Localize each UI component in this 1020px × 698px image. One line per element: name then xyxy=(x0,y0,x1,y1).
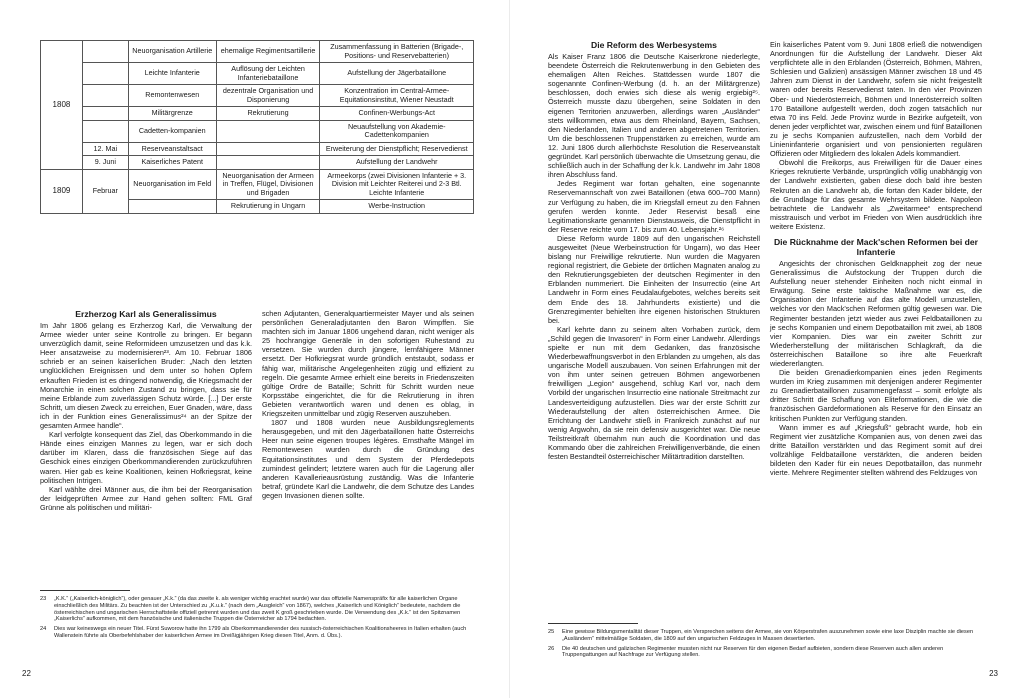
section-heading: Die Reform des Werbesystems xyxy=(591,40,717,50)
footnote-rule xyxy=(548,623,638,624)
table-cell-measure: Cadetten-kompanien xyxy=(128,120,216,142)
table-cell-date: 9. Juni xyxy=(82,156,128,170)
table-row xyxy=(41,107,474,121)
paragraph: Jedes Regiment war fortan gehalten, eine sogenannte Reservemannschaft von zwei Bataillonen (etwa 600–700 Mann) zur Verfügung zu haben, die im Kriegsfall erneut zu den Fahnen gerufen werden konnte. Jeder Reservist besaß eine Legitimationskarte genannten Dienstausweis, die Dienstpflicht in der Reserve reichte vom 17. bis zum 40. Lebensjahr.²⁶ xyxy=(548,179,760,234)
table-row xyxy=(41,63,474,85)
table-row xyxy=(41,85,474,107)
left-text-column-1 xyxy=(40,309,252,512)
table-row xyxy=(41,142,474,156)
paragraph: Karl wählte drei Männer aus, die ihm bei der Reorganisation der leidgeprüften Armee zur Hand gehen sollten: FML Graf Grünne als politischen und militäri- xyxy=(40,484,252,512)
table-cell-year: 1809 xyxy=(41,169,83,213)
footnote xyxy=(548,629,982,643)
table-cell-before: Rekrutierung in Ungarn xyxy=(216,200,320,214)
table-cell-before: dezentrale Organisation und Disponierung xyxy=(216,85,320,107)
left-footnotes xyxy=(40,590,474,643)
reform-chronology-table xyxy=(40,40,474,214)
right-text-column-2 xyxy=(770,40,982,477)
table-row xyxy=(41,156,474,170)
table-cell-after: Aufstellung der Landwehr xyxy=(320,156,474,170)
footnote xyxy=(40,596,474,623)
footnote xyxy=(40,626,474,640)
table-cell-date: Februar xyxy=(82,169,128,213)
section-heading: Die Rücknahme der Mack'schen Reformen bei der Infanterie xyxy=(773,236,979,257)
footnote xyxy=(548,646,982,660)
table-row xyxy=(41,41,474,63)
footnote-number: 25 xyxy=(548,629,555,635)
table-cell-measure: Leichte Infanterie xyxy=(128,63,216,85)
table-cell-measure: Kaiserliches Patent xyxy=(128,156,216,170)
footnote-text: Eine gewisse Bildungsmentalität dieser Truppen, ein Versprechen seitens der Armee, sie von Körperstrafen auszunehmen sowie eine laxe Disziplin machte sie diesen „Ausländern“ mittelmäßige Soldaten, die 1809 auf den ungarischen Feldzuges in Massen desertierten. xyxy=(562,629,974,642)
footnote-text: Die 40 deutschen und galizischen Regimenter mussten nicht nur Reserven für den eigenen Bedarf aufbieten, sondern diese Reserven auch allen anderen Truppengattungen auf Nachfrage zur Verfügung stellen. xyxy=(562,645,944,659)
paragraph: Die beiden Grenadierkompanien eines jeden Regiments wurden im Krieg zusammen mit denjenigen anderer Regimenter zu Grenadierbataillonen zusammengefasst – somit erfolgte als dritter Schritt die Schaffung von Eliteformationen, die wie die französischen Gardeformationen als Reserve für den Einsatz an kritischen Punkten zur Verfügung standen. xyxy=(770,368,982,423)
footnote-number: 26 xyxy=(548,645,555,652)
section-heading: Erzherzog Karl als Generalissimus xyxy=(75,309,217,319)
table-cell-after: Werbe-Instruction xyxy=(320,200,474,214)
footnote-rule xyxy=(40,590,130,591)
footnote-text: „K.K.“ („Kaiserlich-königlich“), oder genauer „K.k.“ (da das zweite k. als weniger wichtig erachtet wurde) war das offizielle Namenspräfix für alle kaiserlichen Organe einschließlich des Militärs. Zu beachten ist der Unterschied zu „K.u.k.“ (nach dem „Ausgleich“ von 1867), welches „Kaiserlich und Königlich“ bedeutete, nachdem die österreichischen und ungarischen Herrschaftsteile offiziell getrennt wurden und das zweit K groß geschrieben wurde. Die Verwendung des „K.k.“ ist den Spitznamen „Kaiserlichs“ aufkommen, mit dem französische und italienische Truppen die Österreicher ab 1794 bedachten. xyxy=(54,596,461,623)
table-cell-before: Auflösung der Leichten Infanteriebataillone xyxy=(216,63,320,85)
footnote-number: 23 xyxy=(40,596,47,602)
paragraph: Als Kaiser Franz 1806 die Deutsche Kaiserkrone niederlegte, beendete Österreich die Rekrutenwerbung in den Gebieten des ehemaligen Alten Reiches. Stattdessen wurde 1807 die sogenannte Confinen-Werbung (d. h. an der Militärgrenze) beschlossen, doch erwies sich diese als wenig ergiebig²⁵. Österreich musste dazu übergehen, seine Soldaten in den eigenen Territorien anzuwerben, allerdings waren „Ausländer“ stets willkommen, etwa aus dem Rheinland, Bayern, Sachsen, den Niederlanden, Italien und anderen abgetretenen Territorien. Um die beschlossenen Truppenstärken zu erreichen, wurde am 12. Juni 1806 durch allerhöchste Resolution die Reserveanstalt gegründet. Karl persönlich überwachte die Umsetzung genau, die schließlich auch in der Schaffung der k.k. Landwehr im Jahr 1808 ihren Abschluss fand. xyxy=(548,52,760,180)
footnote-text: Dies war keineswegs ein neuer Titel. Fürst Suworow hatte ihn 1799 als Oberkommandierender des russisch-österreichischen Koalitionsheeres in Italien erhalten (auch Wallenstein führte als Oberbefehlshaber der kaiserlichen Armee im Dreißigjährigen Krieg diesen Titel, Anm. d. Übs.). xyxy=(54,626,467,639)
table-cell-date: 12. Mai xyxy=(82,142,128,156)
table-cell-date xyxy=(82,107,128,121)
paragraph: Diese Reform wurde 1809 auf den ungarischen Reichstell ausgeweitet (Neue Werbeinstruction für Ungarn), wo das Heer bislang nur Freiwillige rekrutierte. Nun wurden die Magyaren regional registriert, die Gebiete der örtlichen Magnaten analog zu den Rekrutierungsgebieten der deutschen Regimenter in den Erblanden nummeriert. Die Einheiten der Insurrectio (eine Art Landwehr in Form eines Feudalaufgebotes, welches bereits seit dem Ende des 18. Jahrhunderts existierte) und die Grenzregimenter behielten ihre eigenen historischen Strukturen bei. xyxy=(548,233,760,325)
paragraph: Karl kehrte dann zu seinem alten Vorhaben zurück, dem „Schild gegen die Invasoren“ in Form einer Landwehr. Allerdings spielte er nun mit dem Gedanken, das französische Wiederbewaffnungsverbot in den Erblanden zu umgehen, als das ungarische Modell auszubauen. Von seinen Erfahrungen mit der von ihm unter seinen getreuen Böhmen angeworbenen freiwilligen „Legion“ ausgehend, schlug Karl vor, nach dem Vorbild der ungarischen Insurrectio eine nationale Streitmacht zur Landesverteidigung aufzustellen. Dies war der erste Schritt zur Wiederaufstellung der alten österreichischen Armee. Die Errichtung der Landwehr stieß in Frankreich zunächst auf nur wenig Argwohn, da sie rein defensiv ausgerichtet war. Die neue Teilstreitkraft übernahm nun auch die Koordination und das Kommando über die zahlreichen Freiwilligenverbände, die einen festen Bestandteil österreichischer Militärtradition darstellten. xyxy=(548,324,760,462)
table-cell-before: ehemalige Regimentsartillerie xyxy=(216,41,320,63)
paragraph: Ein kaiserliches Patent vom 9. Juni 1808 erließ die notwendigen Anordnungen für die Aufstellung der Landwehr. Dieser Akt verpflichtete alle in den Erblanden (Österreich, Böhmen, Mähren, Schlesien und Galizien) ansässigen Männer zwischen 18 und 45 Jahren zum Dienst in der Landwehr, sofern sie nicht freigestellt waren oder bereits Reservedienst taten. In den vier Provinzen Ober- und Niederösterreich, Böhmen und Innerösterreich sollten 170 Bataillone aufgestellt werden, doch zogen tatsächlich nur etwa 70 ins Feld. Jede Provinz wurde in Bezirke aufgeteilt, von denen jeder verpflichtet war, zwischen einem und fünf Bataillonen zu je sechs Kompanien aufzustellen, nach dem Vorbild der Linieninfanterie organisiert und von pensionierten regulären Offizieren oder Mitgliedern des lokalen Adels kommandiert. xyxy=(770,40,982,159)
table-cell-after: Konzentration im Central-Armee-Equitationsinstitut, Wiener Neustadt xyxy=(320,85,474,107)
table-cell-date xyxy=(82,120,128,142)
paragraph: Im Jahr 1806 gelang es Erzherzog Karl, die Verwaltung der Armee wieder unter seine Kontrolle zu bringen. Er begann unverzüglich damit, seine Reformideen umzusetzen und das k.k. Heer ansatzweise zu modernisieren²³. Am 10. Februar 1806 schrieb er an seinen kaiserlichen Bruder: „Nach den letzten unglücklichen Ereignissen und dem unter so hohen Opfern erkauften Frieden ist es dringend notwendig, die Kriegsmacht der Monarchie in einen solchen Zustand zu bringen, dass sie für meine Erblande zum zuverlässigen Schutz würde. [...] Der erste Schritt, um diesen Zweck zu erreichen, Euer Gnaden, wäre, dass ich in der Funktion eines Generalissimus²⁴ an der Spitze der gesamten Armee handle“. xyxy=(40,321,252,431)
table-cell-year: 1808 xyxy=(41,41,83,170)
table-cell-before: Neuorganisation der Armeen in Treffen, Flügel, Divisionen und Brigaden xyxy=(216,169,320,200)
table-cell-measure: Neuorganisation im Feld xyxy=(128,169,216,200)
table-cell-measure: Reserveanstaltsact xyxy=(128,142,216,156)
table-cell-after: Confinen-Werbungs-Act xyxy=(320,107,474,121)
table-row xyxy=(41,120,474,142)
table-cell-after: Neuaufstellung von Akademie-Cadettenkompanien xyxy=(320,120,474,142)
table-cell-measure: Remontenwesen xyxy=(128,85,216,107)
left-text-column-2 xyxy=(262,309,474,500)
right-footnotes xyxy=(548,623,982,662)
paragraph: Karl verfolgte konsequent das Ziel, das Oberkommando in die Hände eines einzigen Mannes zu legen, war er sich doch darüber im Klaren, dass die französischen Siege auf das Geschick eines einzigen Oberkommandierenden zurückzuführen waren. Hier gab es keine Koalitionen, keinen Hofkriegsrat, keine politischen Intrigen. xyxy=(40,430,252,485)
paragraph: 1807 und 1808 wurden neue Ausbildungsreglements herausgegeben, und mit den Jägerbataillonen hatte Österreichs Heer nun seine eigenen troupes légères. Ernsthafte Mängel im Remontewesen wurden durch die Gründung des Equitationsinstitutes und dem System der Pferdedepots zumindest gelindert; letztere waren auch für die Lagerung aller anderen Kavallerieausrüstung zuständig. Was die Infanterie betraf, gründete Karl die Landwehr, die dem Schutze des Landes gegen Invasionen dienen sollte. xyxy=(262,418,474,500)
table-cell-before xyxy=(216,156,320,170)
table-cell-date xyxy=(82,63,128,85)
table-cell-date xyxy=(82,85,128,107)
table-cell-after: Zusammenfassung in Batterien (Brigade-, Positions- und Reservebatterien) xyxy=(320,41,474,63)
table-cell-before xyxy=(216,142,320,156)
table-cell-measure xyxy=(128,200,216,214)
table-cell-after: Aufstellung der Jägerbataillone xyxy=(320,63,474,85)
table-cell-before xyxy=(216,120,320,142)
paragraph: Wann immer es auf „Kriegsfuß“ gebracht wurde, hob ein Regiment vier zusätzliche Kompanien aus, von denen zwei das dritte Bataillon verstärkten und das Regiment somit auf drei vollzählige Feldbataillone verstärkten, die anderen beiden bildeten den Kader für ein neues Depotbataillon, das nunmehr vierte. Mehrere Regimenter stellten während des Feldzuges von xyxy=(770,422,982,478)
right-page xyxy=(510,0,1020,698)
table-cell-date xyxy=(82,41,128,63)
paragraph: Angesichts der chronischen Geldknappheit zog der neue Generalissimus die Aufstockung der Truppen durch die Aufstellung neuer stehender Einheiten noch nicht einmal in Erwägung. Seine erste taktische Maßnahme war es, die Organisation der Infanterie auf das alte Modell umzustellen, welches vor den Mack'schen Reformen gültig gewesen war. Die Regimenter bestanden jetzt wieder aus zwei Feldbataillonen zu je sechs Kompanien und einem Depotbataillon mit zwei, ab 1808 vier Kompanien. Dies war ein zweiter Schritt zur Wiederherstellung der militärischen Schlagkraft, da die österreichischen Bataillone so ihre alte Feuerkraft wiedererlangten. xyxy=(770,258,982,368)
table-row xyxy=(41,169,474,200)
page-number: 22 xyxy=(22,669,31,678)
table-cell-measure: Neuorganisation Artillerie xyxy=(128,41,216,63)
right-text-column-1 xyxy=(548,40,760,461)
table-cell-measure: Militärgrenze xyxy=(128,107,216,121)
table-cell-before: Rekrutierung xyxy=(216,107,320,121)
paragraph: schen Adjutanten, Generalquartiermeister Mayer und als seinen persönlichen Generaladjutanten den Baron Wimpffen. Sie machten sich im Januar 1806 ungehend daran, nicht weniger als 25 hochrangige Generäle in den sofortigen Ruhestand zu versetzen. Sie wurden durch jüngere, lernfähigere Männer ersetzt. Der Hofkriegsrat wurde gründlich entstaubt, sodass er fähig war, militärische Angelegenheiten zügig und effizient zu regeln. Die gesamte Armee erhielt eine bereits in Friedenszeiten gültige Ordre de Bataille; Schritt für Schritt wurden neue Korpsstäbe eingerichtet, die für die Rekrutierung in ihren Gebieten verantwortlich waren und denen es oblag, in Kriegszeiten unmittelbar und zügig Reserven auszuheben. xyxy=(262,309,474,419)
paragraph: Obwohl die Freikorps, aus Freiwilligen für die Dauer eines Krieges rekrutierte Verbände, ursprünglich völlig unabhängig von der Landwehr existierten, gaben diese doch bald ihre besten Rekruten an die Landwehr ab, die fortan den Kader bildete, der die Grundlage für das gesamte Wehrsystem bildete. Napoleon betrachtete die Landwehr als „Zweitarmee“ entsprechend misstrauisch und verbot im Frieden von Wien ausdrücklich ihre weitere Existenz. xyxy=(770,158,982,231)
table-cell-after: Armeekorps (zwei Divisionen Infanterie + 3. Division mit Leichter Reiterei und 2-3 Btl. Leichte Infanterie xyxy=(320,169,474,200)
footnote-number: 24 xyxy=(40,626,47,633)
page-number: 23 xyxy=(989,669,998,678)
table-cell-after: Erweiterung der Dienstpflicht; Reservedienst xyxy=(320,142,474,156)
